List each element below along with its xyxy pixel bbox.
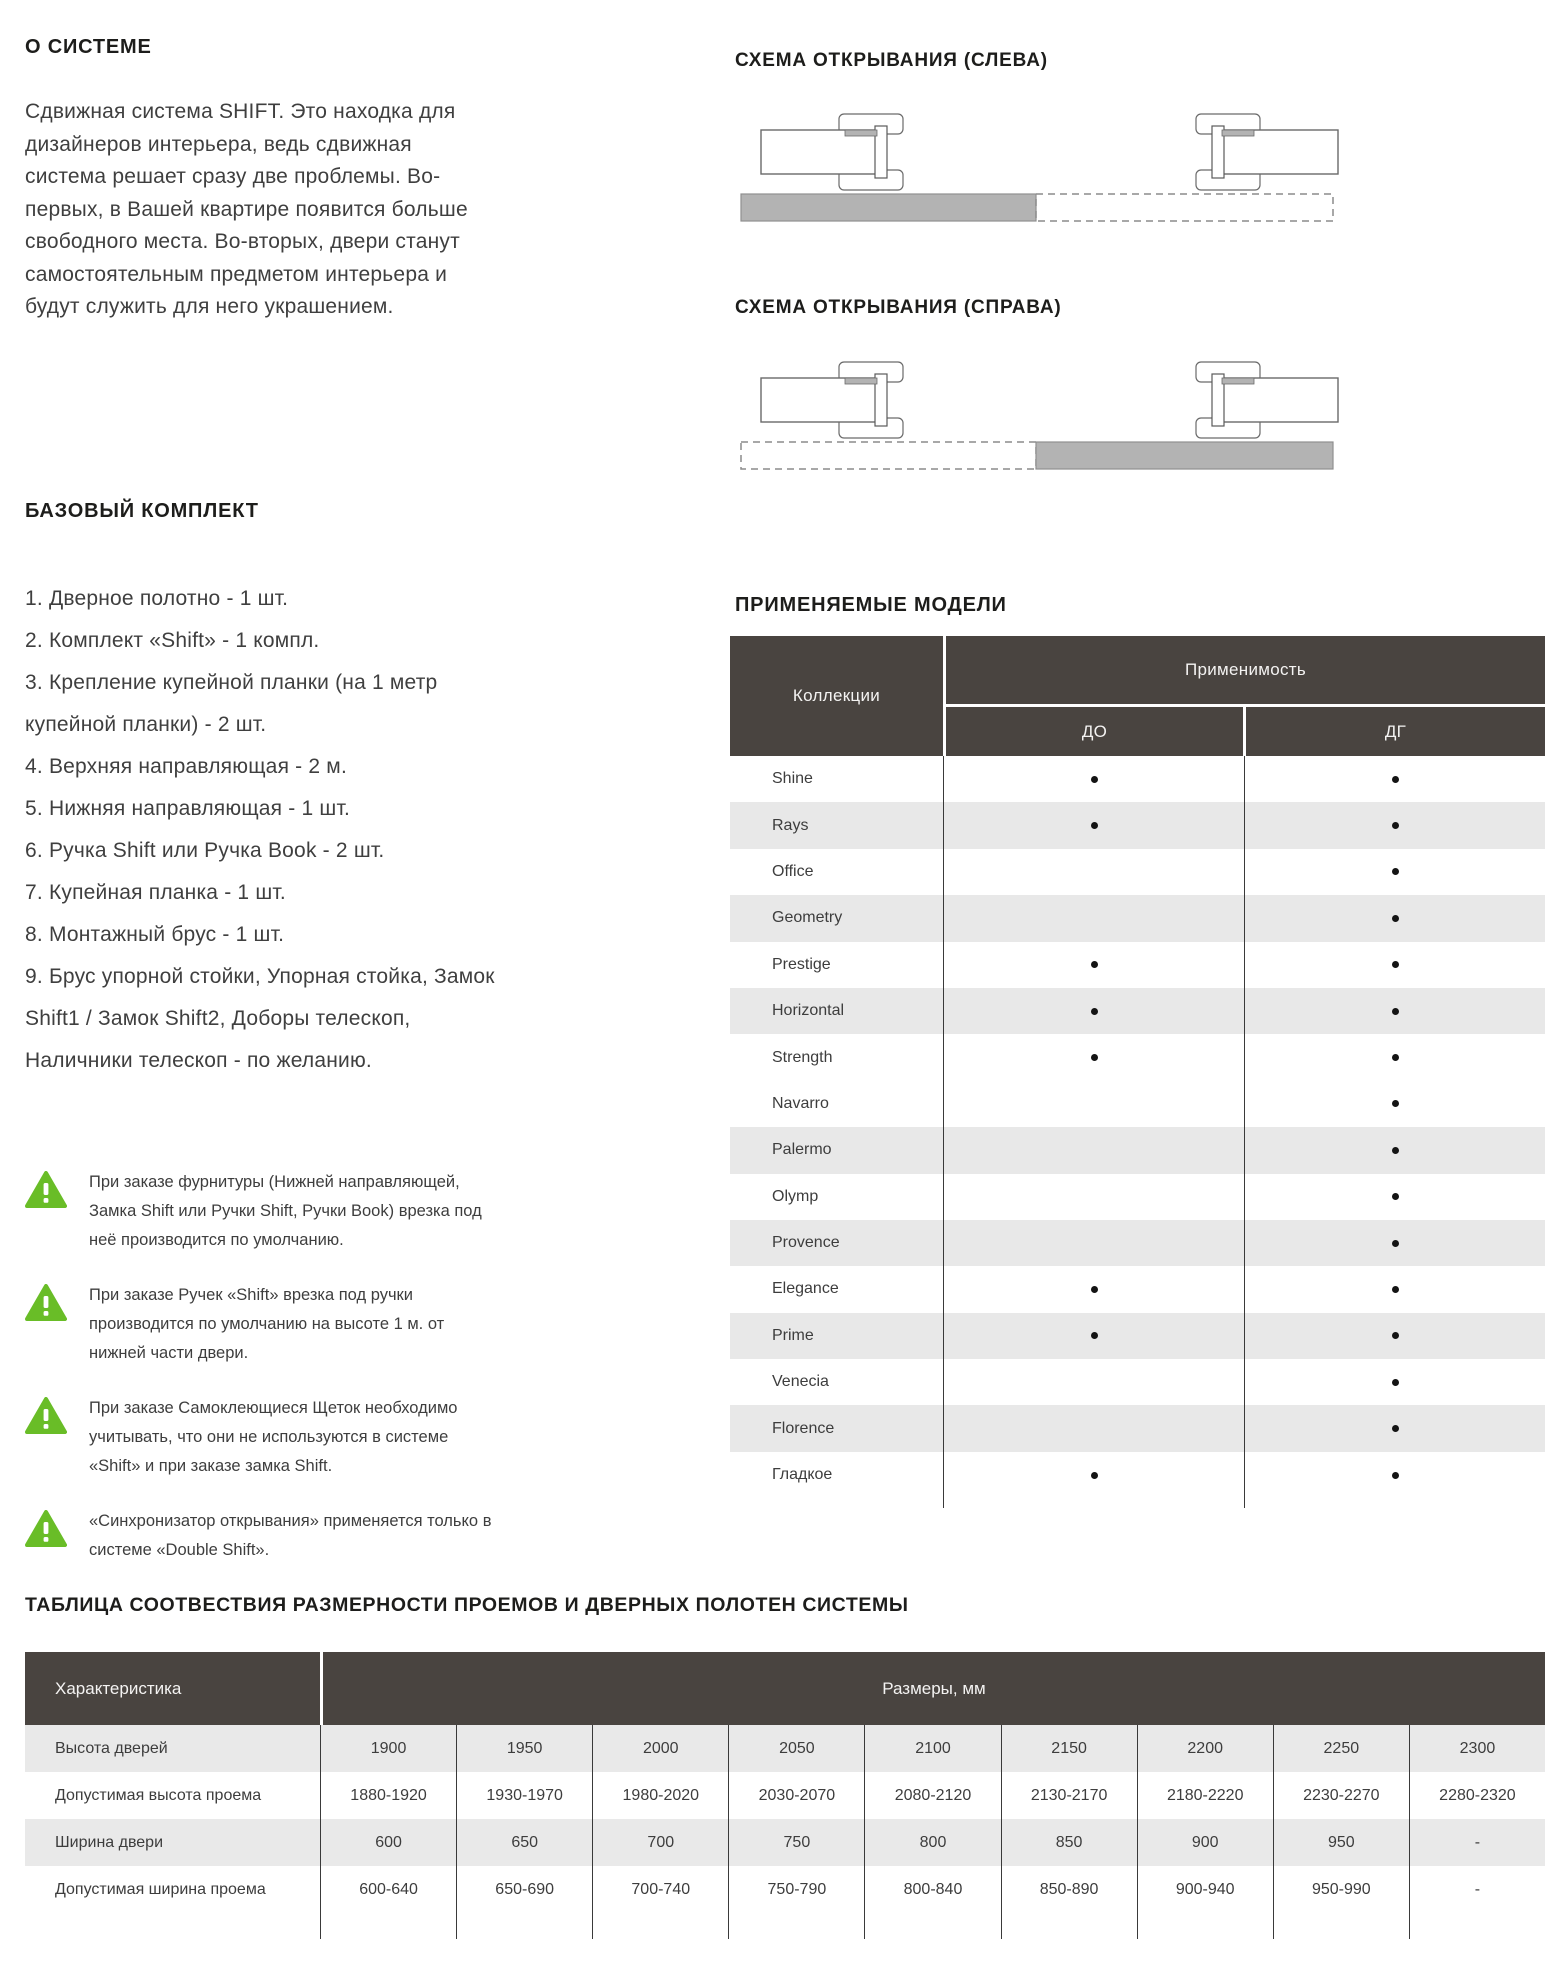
applicability-dot [1091, 1286, 1098, 1293]
models-row [730, 756, 1545, 802]
warning-note [25, 1281, 521, 1368]
dg-cell [1244, 1359, 1545, 1405]
collection-name: Гладкое [772, 1466, 833, 1484]
applicability-group-header: Применимость [946, 636, 1545, 704]
opening-schema-right-diagram [733, 348, 1548, 483]
dims-cell: 850-890 [1001, 1866, 1137, 1913]
sizes-group-header: Размеры, мм [323, 1652, 1545, 1725]
about-section-title: О СИСТЕМЕ [25, 36, 152, 58]
dg-cell [1244, 895, 1545, 941]
dims-cell: 2000 [592, 1725, 728, 1772]
collection-name: Strength [772, 1048, 833, 1066]
door-jamb-left [761, 114, 903, 190]
models-row [730, 1266, 1545, 1312]
dims-cell: 650 [456, 1819, 592, 1866]
dims-cell: 2300 [1409, 1725, 1545, 1772]
dims-cell: 2100 [864, 1725, 1000, 1772]
models-row [730, 1174, 1545, 1220]
applicability-dot [1392, 1472, 1399, 1479]
do-cell [943, 1452, 1244, 1498]
dims-row [25, 1866, 1545, 1913]
kit-item: 8. Монтажный брус - 1 шт. [25, 923, 285, 946]
warning-note [25, 1507, 521, 1565]
do-cell [943, 1127, 1244, 1173]
dims-cell: 1950 [456, 1725, 592, 1772]
collection-name: Florence [772, 1419, 835, 1437]
models-row [730, 849, 1545, 895]
models-line-tail [730, 1498, 1545, 1508]
tail-line [1244, 1498, 1545, 1508]
tail-line [456, 1913, 592, 1939]
tail-line [320, 1913, 456, 1939]
dg-cell [1244, 1405, 1545, 1451]
do-cell [943, 1405, 1244, 1451]
dims-cell: 1980-2020 [592, 1772, 728, 1819]
warning-triangle-icon [25, 1397, 67, 1435]
schema-left-title: СХЕМА ОТКРЫВАНИЯ (СЛЕВА) [735, 50, 1048, 71]
models-row [730, 1452, 1545, 1498]
dg-cell [1244, 988, 1545, 1034]
dims-cell: - [1409, 1819, 1545, 1866]
dims-cell: 950 [1273, 1819, 1409, 1866]
opening-schema-left-diagram [733, 100, 1548, 235]
applicability-dot [1091, 776, 1098, 783]
collection-name: Shine [772, 770, 813, 788]
applicability-dot [1392, 868, 1399, 875]
applicability-dot [1091, 1054, 1098, 1061]
collection-name: Elegance [772, 1280, 839, 1298]
dg-cell [1244, 1127, 1545, 1173]
door-jamb-right [1196, 362, 1338, 438]
warning-note [25, 1168, 521, 1255]
dims-cell: 2080-2120 [864, 1772, 1000, 1819]
models-table [730, 636, 1545, 1508]
collection-name: Office [772, 862, 814, 880]
tail-line [1273, 1913, 1409, 1939]
collection-name: Rays [772, 816, 809, 834]
applicability-dot [1392, 1379, 1399, 1386]
basic-kit-title: БАЗОВЫЙ КОМПЛЕКТ [25, 500, 259, 522]
dimensions-table-body [25, 1725, 1545, 1939]
models-row [730, 988, 1545, 1034]
dims-cell: 2200 [1137, 1725, 1273, 1772]
dims-cell: 2150 [1001, 1725, 1137, 1772]
applicability-dot [1392, 776, 1399, 783]
kit-item: 4. Верхняя направляющая - 2 м. [25, 755, 347, 778]
applicability-dot [1392, 1193, 1399, 1200]
door-jamb-left [761, 362, 903, 438]
dg-cell [1244, 802, 1545, 848]
dims-row-label: Высота дверей [55, 1739, 168, 1757]
tail-spacer [25, 1913, 320, 1939]
do-cell [943, 895, 1244, 941]
dg-cell [1244, 942, 1545, 988]
dg-cell [1244, 1174, 1545, 1220]
dg-cell [1244, 849, 1545, 895]
warning-text: При заказе Ручек «Shift» врезка под ручки производится по умолчанию на высоте 1 м. от нижней части двери. [89, 1286, 445, 1362]
tail-line [728, 1913, 864, 1939]
do-cell [943, 1313, 1244, 1359]
models-row [730, 895, 1545, 941]
applicability-dot [1091, 822, 1098, 829]
warning-triangle-icon [25, 1284, 67, 1322]
dims-cell: 850 [1001, 1819, 1137, 1866]
models-section-title: ПРИМЕНЯЕМЫЕ МОДЕЛИ [735, 594, 1007, 616]
dims-row [25, 1772, 1545, 1819]
warning-note [25, 1394, 521, 1481]
collection-name: Palermo [772, 1141, 832, 1159]
models-row [730, 942, 1545, 988]
dims-cell: 700 [592, 1819, 728, 1866]
dims-cell: 600 [320, 1819, 456, 1866]
dims-cell: 1880-1920 [320, 1772, 456, 1819]
collection-name: Prestige [772, 955, 831, 973]
applicability-dot [1392, 1054, 1399, 1061]
collections-column-header: Коллекции [730, 636, 943, 756]
warning-text: «Синхронизатор открывания» применяется только в системе «Double Shift». [89, 1512, 492, 1559]
about-paragraph: Сдвижная система SHIFT. Это находка для дизайнеров интерьера, ведь сдвижная система решает сразу две проблемы. Во-первых, в Вашей квартире появится больше свободного места. Во-вторых, двери станут самостоятельным предметом интерьера и будут служить для него украшением. [25, 100, 468, 318]
do-cell [943, 942, 1244, 988]
dims-line-tail [25, 1913, 1545, 1939]
do-cell [943, 1034, 1244, 1080]
dims-cell: 2180-2220 [1137, 1772, 1273, 1819]
dg-column-header: ДГ [1246, 707, 1545, 756]
tail-spacer [730, 1498, 943, 1508]
dims-cell: 2250 [1273, 1725, 1409, 1772]
collection-name: Prime [772, 1326, 814, 1344]
basic-kit-list [25, 578, 515, 1082]
dims-row-label: Ширина двери [55, 1833, 164, 1851]
collection-name: Navarro [772, 1094, 829, 1112]
do-cell [943, 1266, 1244, 1312]
applicability-dot [1392, 1100, 1399, 1107]
dg-cell [1244, 1313, 1545, 1359]
tail-line [592, 1913, 728, 1939]
dims-row-label: Допустимая ширина проема [55, 1880, 266, 1898]
applicability-dot [1091, 1472, 1098, 1479]
warnings-list [25, 1168, 521, 1565]
dims-row [25, 1725, 1545, 1772]
applicability-dot [1392, 822, 1399, 829]
tail-line [1137, 1913, 1273, 1939]
dims-cell: 2130-2170 [1001, 1772, 1137, 1819]
collection-name: Geometry [772, 909, 843, 927]
applicability-dot [1392, 1147, 1399, 1154]
do-cell [943, 1081, 1244, 1127]
models-row [730, 1220, 1545, 1266]
dims-cell: 800-840 [864, 1866, 1000, 1913]
kit-item: 6. Ручка Shift или Ручка Book - 2 шт. [25, 839, 385, 862]
door-panel-closed [741, 194, 1036, 221]
models-row [730, 1313, 1545, 1359]
dims-cell: 800 [864, 1819, 1000, 1866]
collection-name: Olymp [772, 1187, 819, 1205]
door-panel-open-dashed [741, 442, 1036, 469]
dims-row [25, 1819, 1545, 1866]
models-table-body [730, 756, 1545, 1508]
do-cell [943, 1174, 1244, 1220]
applicability-dot [1392, 1008, 1399, 1015]
models-row [730, 1359, 1545, 1405]
dims-cell: 2030-2070 [728, 1772, 864, 1819]
applicability-dot [1392, 1332, 1399, 1339]
kit-item: 9. Брус упорной стойки, Упорная стойка, Замок Shift1 / Замок Shift2, Доборы телескоп, Наличники телескоп - по желанию. [25, 965, 495, 1072]
do-cell [943, 1220, 1244, 1266]
dg-cell [1244, 1266, 1545, 1312]
warning-text: При заказе фурнитуры (Нижней направляющей, Замка Shift или Ручки Shift, Ручки Book) врезка под неё производится по умолчанию. [89, 1173, 482, 1249]
collection-name: Venecia [772, 1373, 829, 1391]
dims-cell: - [1409, 1866, 1545, 1913]
models-table-header [730, 636, 1545, 756]
dims-cell: 900 [1137, 1819, 1273, 1866]
dims-cell: 2230-2270 [1273, 1772, 1409, 1819]
models-row [730, 802, 1545, 848]
applicability-dot [1091, 1008, 1098, 1015]
schema-right-title: СХЕМА ОТКРЫВАНИЯ (СПРАВА) [735, 297, 1062, 318]
dims-row-label: Допустимая высота проема [55, 1786, 262, 1804]
dims-cell: 750 [728, 1819, 864, 1866]
models-row [730, 1405, 1545, 1451]
tail-line [943, 1498, 1244, 1508]
dims-cell: 2050 [728, 1725, 864, 1772]
do-cell [943, 849, 1244, 895]
models-row [730, 1081, 1545, 1127]
do-cell [943, 988, 1244, 1034]
applicability-dot [1392, 915, 1399, 922]
dimensions-table-header [25, 1652, 1545, 1725]
door-panel-open-dashed [1036, 194, 1333, 221]
applicability-dot [1392, 1240, 1399, 1247]
dg-cell [1244, 1220, 1545, 1266]
tail-line [864, 1913, 1000, 1939]
kit-item: 3. Крепление купейной планки (на 1 метр купейной планки) - 2 шт. [25, 671, 438, 736]
do-cell [943, 1359, 1244, 1405]
tail-line [1001, 1913, 1137, 1939]
door-panel-closed [1036, 442, 1333, 469]
kit-item: 7. Купейная планка - 1 шт. [25, 881, 286, 904]
dims-cell: 650-690 [456, 1866, 592, 1913]
warning-triangle-icon [25, 1171, 67, 1209]
models-row [730, 1127, 1545, 1173]
kit-item: 1. Дверное полотно - 1 шт. [25, 587, 289, 610]
door-jamb-right [1196, 114, 1338, 190]
dims-cell: 750-790 [728, 1866, 864, 1913]
dims-cell: 1930-1970 [456, 1772, 592, 1819]
characteristic-column-header: Характеристика [25, 1652, 320, 1725]
warning-text: При заказе Самоклеющиеся Щеток необходимо учитывать, что они не используются в системе «Shift» и при заказе замка Shift. [89, 1399, 458, 1475]
applicability-dot [1091, 1332, 1098, 1339]
applicability-dot [1392, 961, 1399, 968]
applicability-dot [1392, 1425, 1399, 1432]
dims-cell: 950-990 [1273, 1866, 1409, 1913]
do-cell [943, 802, 1244, 848]
dims-cell: 1900 [320, 1725, 456, 1772]
kit-item: 2. Комплект «Shift» - 1 компл. [25, 629, 320, 652]
warning-triangle-icon [25, 1510, 67, 1548]
applicability-dot [1392, 1286, 1399, 1293]
do-cell [943, 756, 1244, 802]
kit-item: 5. Нижняя направляющая - 1 шт. [25, 797, 350, 820]
models-row [730, 1034, 1545, 1080]
collection-name: Provence [772, 1234, 840, 1252]
applicability-dot [1091, 961, 1098, 968]
dg-cell [1244, 1081, 1545, 1127]
dg-cell [1244, 1452, 1545, 1498]
dims-cell: 2280-2320 [1409, 1772, 1545, 1819]
do-column-header: ДО [946, 707, 1243, 756]
tail-line [1409, 1913, 1545, 1939]
dims-cell: 600-640 [320, 1866, 456, 1913]
dg-cell [1244, 1034, 1545, 1080]
dg-cell [1244, 756, 1545, 802]
collection-name: Horizontal [772, 1002, 845, 1020]
dimensions-table [25, 1652, 1545, 1939]
dims-cell: 900-940 [1137, 1866, 1273, 1913]
dimensions-section-title: ТАБЛИЦА СООТВЕСТВИЯ РАЗМЕРНОСТИ ПРОЕМОВ И ДВЕРНЫХ ПОЛОТЕН СИСТЕМЫ [25, 1594, 909, 1616]
dims-cell: 700-740 [592, 1866, 728, 1913]
